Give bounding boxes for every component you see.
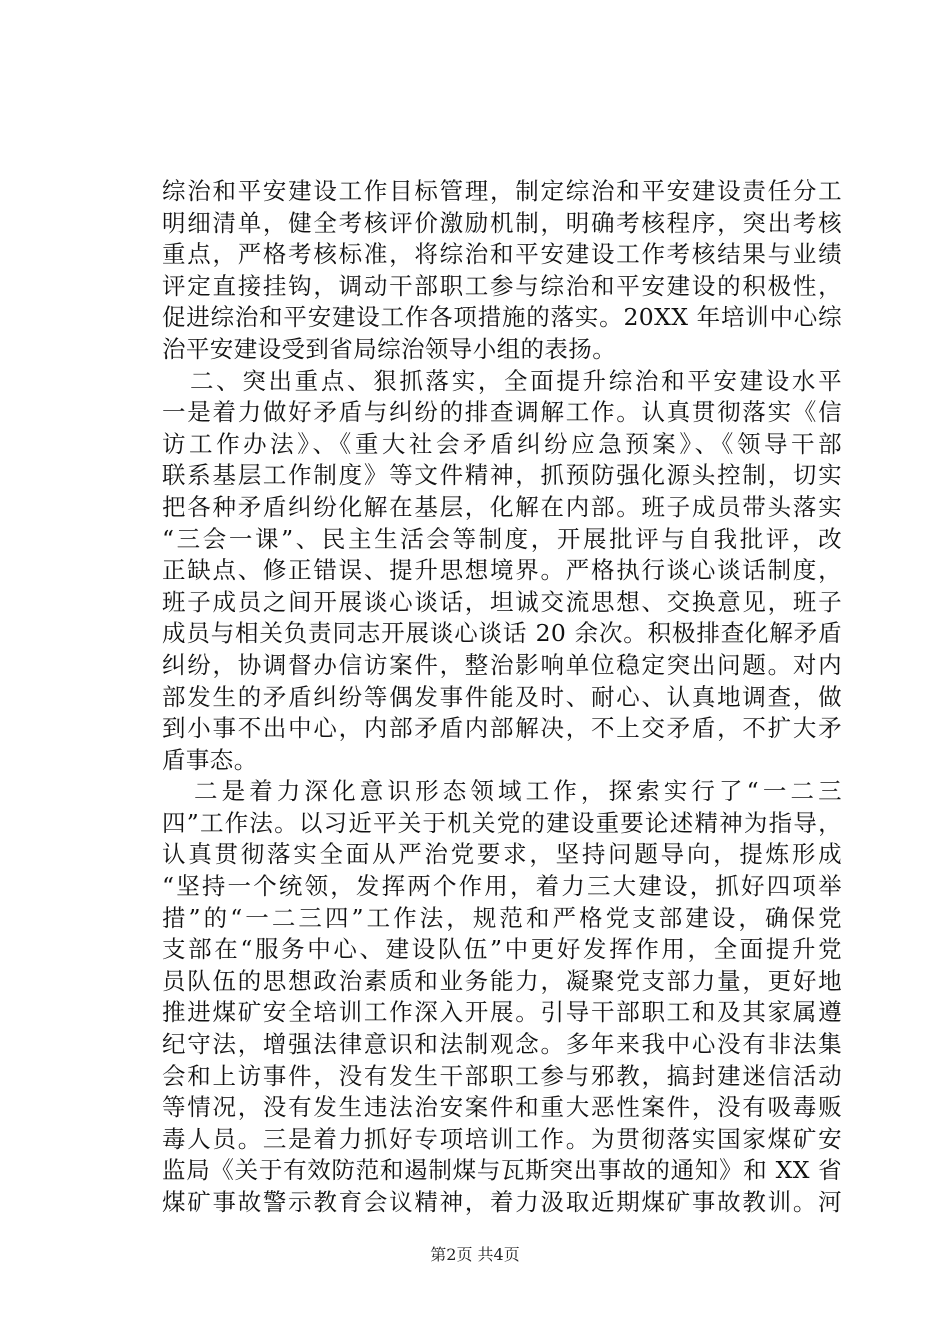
text-line: 会和上访事件，没有发生干部职工参与邪教，搞封建迷信活动 (162, 1061, 842, 1090)
text-line: 联系基层工作制度》等文件精神，抓预防强化源头控制，切实 (162, 461, 842, 490)
text-line: 把各种矛盾纠纷化解在基层，化解在内部。班子成员带头落实 (162, 492, 842, 521)
page-number-footer: 第2页 共4页 (430, 1245, 520, 1264)
section-heading: 二、突出重点、狠抓落实，全面提升综治和平安建设水平 (190, 366, 842, 395)
text-line: 监局《关于有效防范和遏制煤与瓦斯突出事故的通知》和 XX 省 (162, 1156, 842, 1185)
text-line: 班子成员之间开展谈心谈话，坦诚交流思想、交换意见，班子 (162, 587, 842, 616)
text-line: “坚持一个统领，发挥两个作用，着力三大建设，抓好四项举 (162, 872, 842, 901)
text-line: 明细清单，健全考核评价激励机制，明确考核程序，突出考核 (162, 208, 842, 237)
text-line: 支部在“服务中心、建设队伍”中更好发挥作用，全面提升党 (162, 935, 842, 964)
text-line: 盾事态。 (162, 745, 258, 774)
text-line: 等情况，没有发生违法治安案件和重大恶性案件，没有吸毒贩 (162, 1093, 842, 1122)
text-line: 重点，严格考核标准，将综治和平安建设工作考核结果与业绩 (162, 240, 842, 269)
text-line: 纠纷，协调督办信访案件，整治影响单位稳定突出问题。对内 (162, 650, 842, 679)
text-line: 评定直接挂钩，调动干部职工参与综治和平安建设的积极性， (162, 271, 842, 300)
text-line: 一是着力做好矛盾与纠纷的排查调解工作。认真贯彻落实《信 (162, 398, 842, 427)
text-line: 正缺点、修正错误、提升思想境界。严格执行谈心谈话制度， (162, 556, 842, 585)
text-line: 二是着力深化意识形态领域工作，探索实行了“一二三 (194, 777, 842, 806)
text-line: 认真贯彻落实全面从严治党要求，坚持问题导向，提炼形成 (162, 840, 842, 869)
text-line: 措”的“一二三四”工作法，规范和严格党支部建设，确保党 (162, 903, 842, 932)
text-line: 促进综治和平安建设工作各项措施的落实。20XX 年培训中心综 (162, 303, 842, 332)
text-line: “三会一课”、民主生活会等制度，开展批评与自我批评，改 (162, 524, 842, 553)
text-line: 到小事不出中心，内部矛盾内部解决，不上交矛盾，不扩大矛 (162, 714, 842, 743)
text-line: 煤矿事故警示教育会议精神，着力汲取近期煤矿事故教训。河 (162, 1188, 842, 1216)
text-line: 四”工作法。以习近平关于机关党的建设重要论述精神为指导， (162, 808, 842, 837)
text-line: 成员与相关负责同志开展谈心谈话 20 余次。积极排查化解矛盾 (162, 619, 842, 648)
text-line: 毒人员。三是着力抓好专项培训工作。为贯彻落实国家煤矿安 (162, 1124, 842, 1153)
text-line: 纪守法，增强法律意识和法制观念。多年来我中心没有非法集 (162, 1030, 842, 1059)
text-line: 员队伍的思想政治素质和业务能力，凝聚党支部力量，更好地 (162, 966, 842, 995)
text-line: 综治和平安建设工作目标管理，制定综治和平安建设责任分工 (162, 177, 842, 205)
body-text (162, 176, 842, 1219)
text-line: 访工作办法》、《重大社会矛盾纠纷应急预案》、《领导干部 (162, 429, 842, 458)
text-line: 部发生的矛盾纠纷等偶发事件能及时、耐心、认真地调查，做 (162, 682, 842, 711)
text-line: 治平安建设受到省局综治领导小组的表扬。 (162, 334, 617, 363)
text-line: 推进煤矿安全培训工作深入开展。引导干部职工和及其家属遵 (162, 998, 842, 1027)
